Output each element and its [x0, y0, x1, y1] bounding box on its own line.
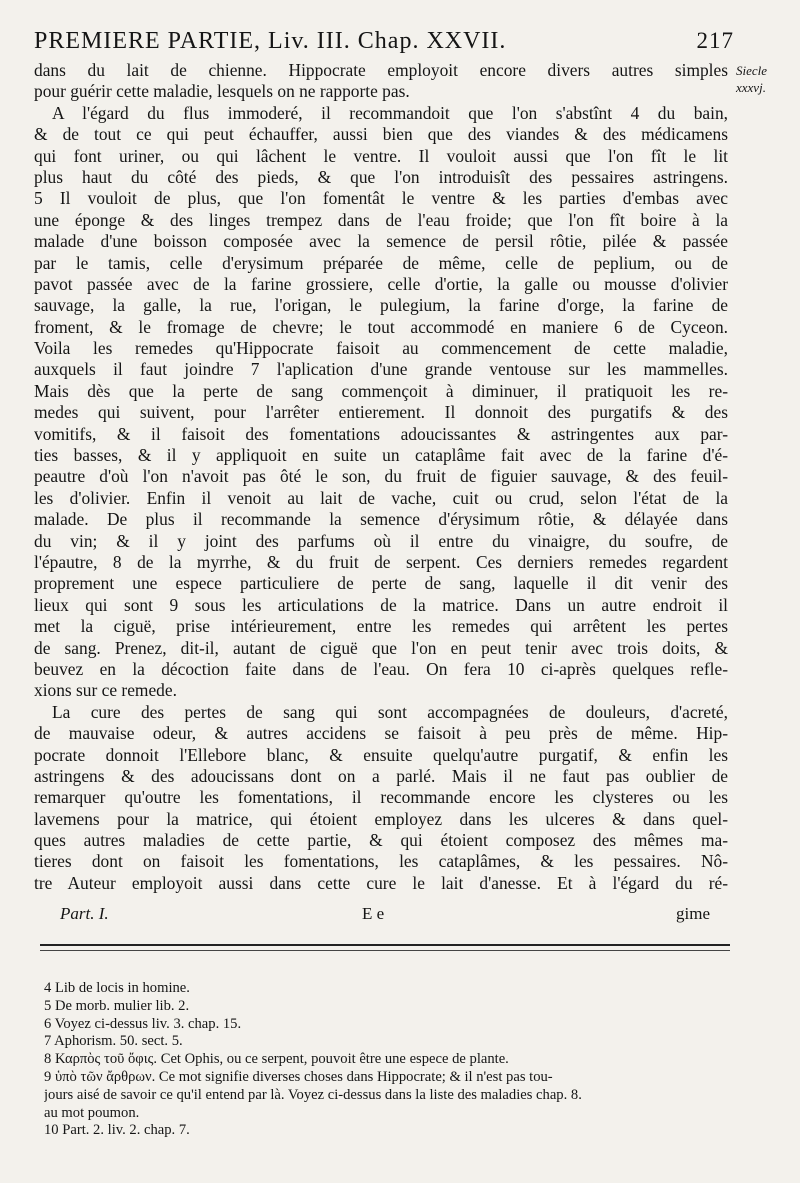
- footnotes: [44, 980, 724, 1140]
- text-line: La cure des pertes de sang qui sont accompagnées de douleurs, d'acreté,: [52, 701, 728, 722]
- footnote-rule: [40, 944, 730, 946]
- footnote: 5 De morb. mulier lib. 2.: [44, 997, 190, 1014]
- text-line: pocrate donnoit l'Ellebore blanc, & ensuite quelqu'autre purgatif, & enfin les: [34, 744, 728, 765]
- text-line: beuvez en la décoction faite dans de l'eau. On fera 10 ci-après quelques refle-: [34, 658, 728, 679]
- footnote: au mot poumon.: [44, 1104, 140, 1121]
- text-line: lieux qui sont 9 sous les articulations de la matrice. Dans un autre endroit il: [34, 594, 728, 615]
- text-line: sauvage, la galle, la rue, l'origan, le pulegium, la farine d'orge, la farine de: [34, 295, 728, 316]
- part-label: Part. I.: [60, 904, 109, 923]
- footnote: jours aisé de savoir ce qu'il entend par là. Voyez ci-dessus dans la liste des maladies chap. 8.: [44, 1086, 582, 1103]
- text-line: Voila les remedes qu'Hippocrate faisoit au commencement de cette maladie,: [34, 338, 728, 359]
- footnote-rule-thin: [40, 950, 730, 951]
- text-line: peautre d'où l'on n'avoit pas ôté le son, du fruit de figuier sauvage, & des feuil-: [34, 466, 728, 487]
- footnote: 9 ὑπὸ τῶν ἄρθρων. Ce mot signifie diverses choses dans Hippocrate; & il n'est pas tou-: [44, 1068, 553, 1085]
- text-line: du vin; & il y joint des parfums où il entre du vinaigre, du soufre, de: [34, 530, 728, 551]
- text-line: xions sur ce remede.: [34, 680, 177, 701]
- gathering-signature: E e: [362, 904, 385, 923]
- text-line: froment, & le fromage de chevre; le tout accommodé en maniere 6 de Cyceon.: [34, 316, 728, 337]
- running-header: [34, 28, 734, 56]
- text-line: proprement une espece particuliere de perte de sang, laquelle il dit venir des: [34, 573, 728, 594]
- text-line: met la ciguë, prise intérieurement, entre les remedes qui arrêtent les pertes: [34, 616, 728, 637]
- text-line: medes qui suivent, pour l'arrêter entierement. Il donnoit des purgatifs & des: [34, 402, 728, 423]
- text-line: 5 Il vouloit de plus, que l'on fomentât le ventre & les parties d'embas avec: [34, 188, 728, 209]
- text-line: ques autres maladies de cette partie, & qui étoient composez des mêmes ma-: [34, 830, 728, 851]
- footnote: 8 Καρπὸς τοῦ ὄφις. Cet Ophis, ou ce serpent, pouvoit être une espece de plante.: [44, 1051, 509, 1068]
- text-line: pavot passée avec de la farine grossiere, celle d'ortie, la galle ou mousse d'olivier: [34, 273, 728, 294]
- catchword: gime: [676, 904, 710, 923]
- text-line: malade. De plus il recommande la semence d'érysimum rôtie, & délayée dans: [34, 509, 728, 530]
- text-line: Mais dès que la perte de sang commençoit à diminuer, il pratiquoit les re-: [34, 380, 728, 401]
- text-line: de sang. Prenez, dit-il, autant de ciguë que l'on en peut tenir avec trois doits, &: [34, 637, 728, 658]
- text-line: A l'égard du flus immoderé, il recommandoit que l'on s'abstînt 4 du bain,: [52, 102, 728, 123]
- text-line: par le tamis, celle d'erysimum préparée de même, celle de peplium, ou de: [34, 252, 728, 273]
- text-line: pour guérir cette maladie, lesquels on ne rapporte pas.: [34, 81, 410, 102]
- footnote: 6 Voyez ci-dessus liv. 3. chap. 15.: [44, 1015, 242, 1032]
- text-line: ties basses, & il y appliquoit en suite un cataplâme fait avec de la farine d'é-: [34, 445, 728, 466]
- text-line: tre Auteur employoit aussi dans cette cure le lait d'anesse. Et à l'égard du ré-: [34, 872, 728, 893]
- text-line: malade d'une boisson composée avec la semence de persil rôtie, pilée & passée: [34, 231, 728, 252]
- text-line: dans du lait de chienne. Hippocrate employoit encore divers autres simples: [34, 60, 728, 80]
- text-line: qui font uriner, ou qui lâchent le ventre. Il vouloit aussi que l'on fît le lit: [34, 145, 728, 166]
- margin-note-century: Siecle xxxvj.: [736, 63, 768, 95]
- text-line: auxquels il faut joindre 7 l'aplication d'une grande ventouse sur les mammelles.: [34, 359, 728, 380]
- text-line: de mauvaise odeur, & autres accidens se faisoit à peu près de même. Hip-: [34, 723, 728, 744]
- text-line: vomitifs, & il faisoit des fomentations adoucissantes & astringentes aux par-: [34, 423, 728, 444]
- main-text: [34, 60, 728, 894]
- running-title: PREMIERE PARTIE, Liv. III. Chap. XXVII.: [34, 28, 507, 54]
- text-line: astringens & des adoucissans dont on a parlé. Mais il ne faut pas oublier de: [34, 765, 728, 786]
- footnote: 7 Aphorism. 50. sect. 5.: [44, 1033, 183, 1050]
- text-line: les d'olivier. Enfin il venoit au lait de vache, cuit ou crud, selon l'état de la: [34, 487, 728, 508]
- footnote: 4 Lib de locis in homine.: [44, 980, 190, 996]
- footnote: 10 Part. 2. liv. 2. chap. 7.: [44, 1122, 190, 1139]
- text-line: tieres dont on faisoit les fomentations, les cataplâmes, & les pessaires. Nô-: [34, 851, 728, 872]
- text-line: lavemens pour la matrice, qui étoient employez dans les ulceres & dans quel-: [34, 808, 728, 829]
- text-line: remarquer qu'outre les fomentations, il recommande encore les clysteres ou les: [34, 787, 728, 808]
- page-number: 217: [696, 28, 734, 53]
- text-line: & de tout ce qui peut échauffer, aussi bien que des viandes & des médicamens: [34, 124, 728, 145]
- text-line: plus haut du côté des pieds, & que l'on introduisît des pessaires astringens.: [34, 166, 728, 187]
- text-line: une éponge & des linges trempez dans de l'eau froide; que l'on fît boire à la: [34, 209, 728, 230]
- page-footer-signature: [60, 904, 710, 926]
- text-line: l'épautre, 8 de la myrrhe, & du fruit de serpent. Ces derniers remedes regardent: [34, 551, 728, 572]
